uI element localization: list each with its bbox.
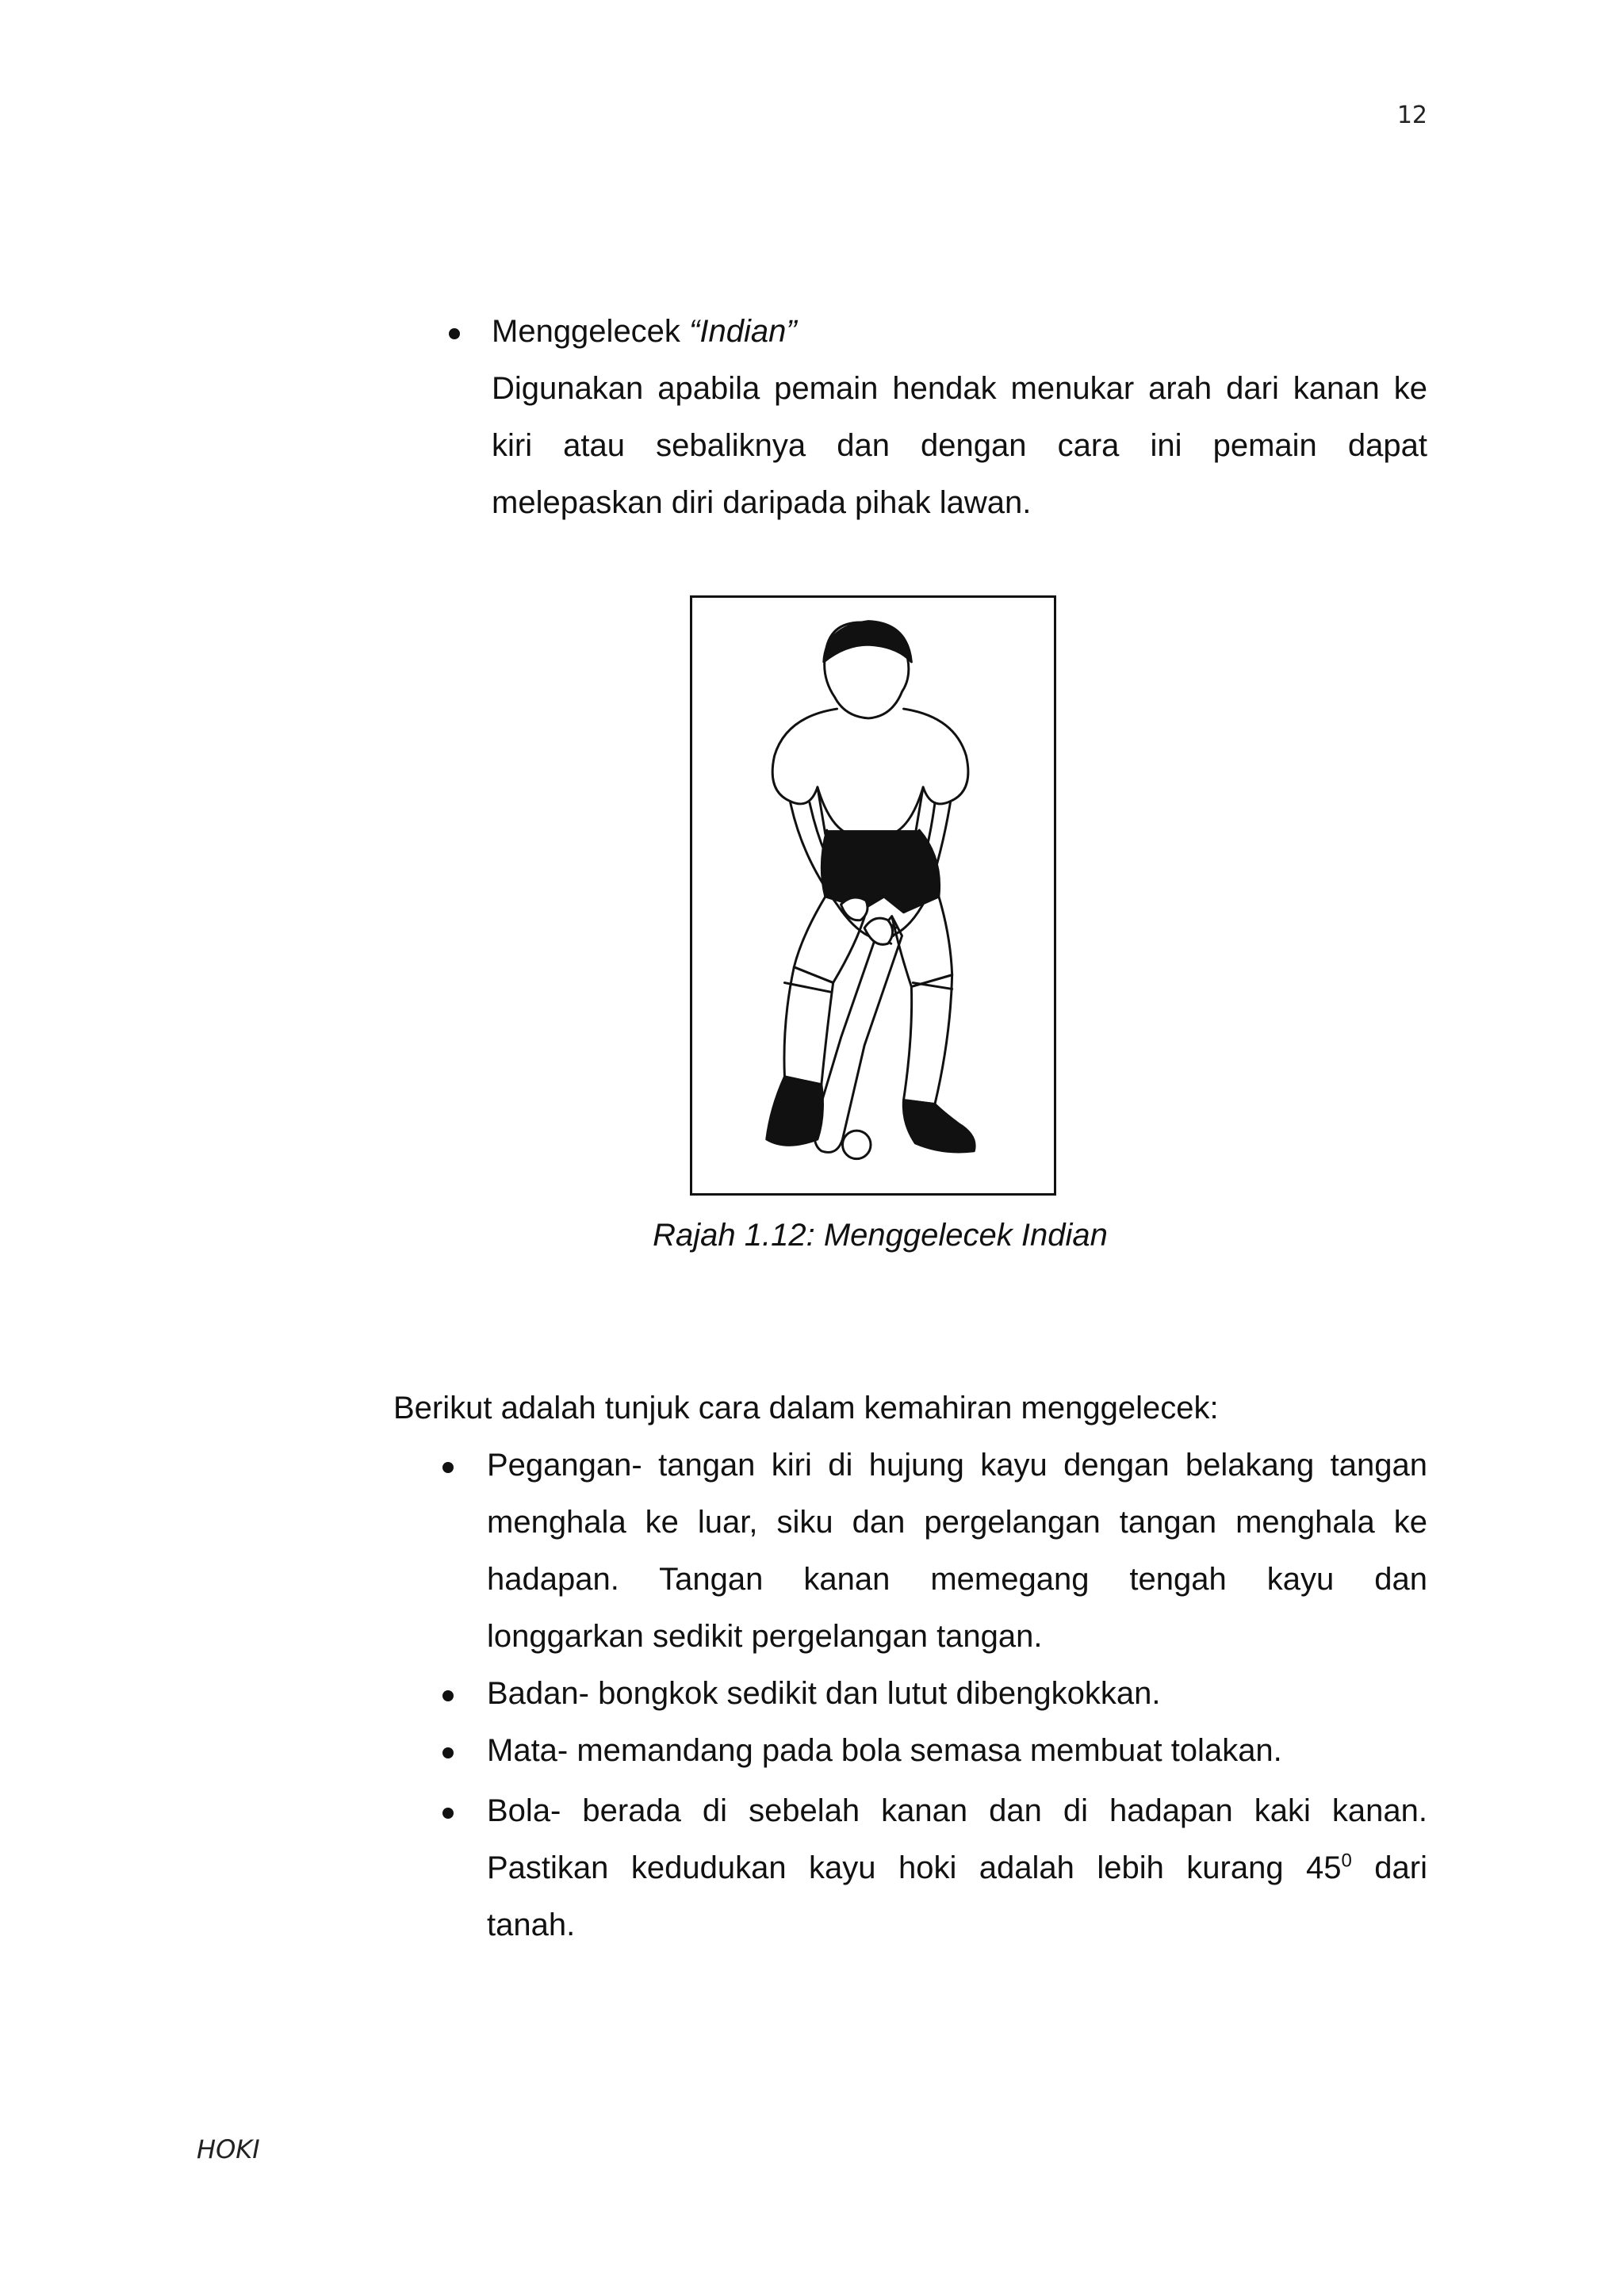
step-4-line-2-tail: dari <box>1351 1850 1427 1885</box>
step-item-4 <box>487 1782 1427 1954</box>
section-description <box>492 360 1427 531</box>
degree-superscript: 0 <box>1341 1850 1352 1872</box>
footer-label: HOKI <box>197 2134 260 2164</box>
section-heading-italic: “Indian” <box>689 314 797 349</box>
steps-intro: Berikut adalah tunjuk cara dalam kemahiran menggelecek: <box>393 1391 1219 1425</box>
step-2-line-1: Badan- bongkok sedikit dan lutut dibengkokkan. <box>487 1676 1161 1711</box>
page-number: 12 <box>1396 101 1427 129</box>
step-item-2 <box>487 1665 1160 1722</box>
section-heading-plain: Menggelecek <box>492 314 690 349</box>
step-4-line-2 <box>487 1839 1427 1896</box>
hockey-player-figure <box>690 595 1056 1196</box>
section-line-3: melepaskan diri daripada pihak lawan. <box>492 485 1032 520</box>
step-1-line-2: menghala ke luar, siku dan pergelangan tangan menghala ke <box>487 1505 1427 1540</box>
section-line-1: Digunakan apabila pemain hendak menukar arah dari kanan ke <box>492 371 1427 406</box>
step-4-line-3: tanah. <box>487 1908 576 1942</box>
step-bullet <box>442 1808 454 1819</box>
step-1-line-1: Pegangan- tangan kiri di hujung kayu dengan belakang tangan <box>487 1448 1427 1483</box>
step-4-line-1: Bola- berada di sebelah kanan dan di hadapan kaki kanan. <box>487 1793 1427 1828</box>
step-item-1 <box>487 1437 1427 1665</box>
step-3-line-1: Mata- memandang pada bola semasa membuat tolakan. <box>487 1733 1282 1768</box>
step-bullet <box>442 1690 454 1701</box>
step-4-line-2-text: Pastikan kedudukan kayu hoki adalah lebih kurang 45 <box>487 1850 1342 1885</box>
step-1-line-4: longgarkan sedikit pergelangan tangan. <box>487 1619 1043 1654</box>
step-bullet <box>442 1462 454 1473</box>
section-bullet <box>449 328 460 339</box>
figure-caption: Rajah 1.12: Menggelecek Indian <box>653 1218 1108 1253</box>
step-1-line-3: hadapan. Tangan kanan memegang tengah kayu dan <box>487 1562 1427 1597</box>
section-heading <box>492 303 797 360</box>
step-item-3 <box>487 1722 1282 1779</box>
step-bullet <box>442 1747 454 1758</box>
section-line-2: kiri atau sebaliknya dan dengan cara ini pemain dapat <box>492 428 1427 463</box>
hockey-player-illustration <box>692 598 1054 1193</box>
